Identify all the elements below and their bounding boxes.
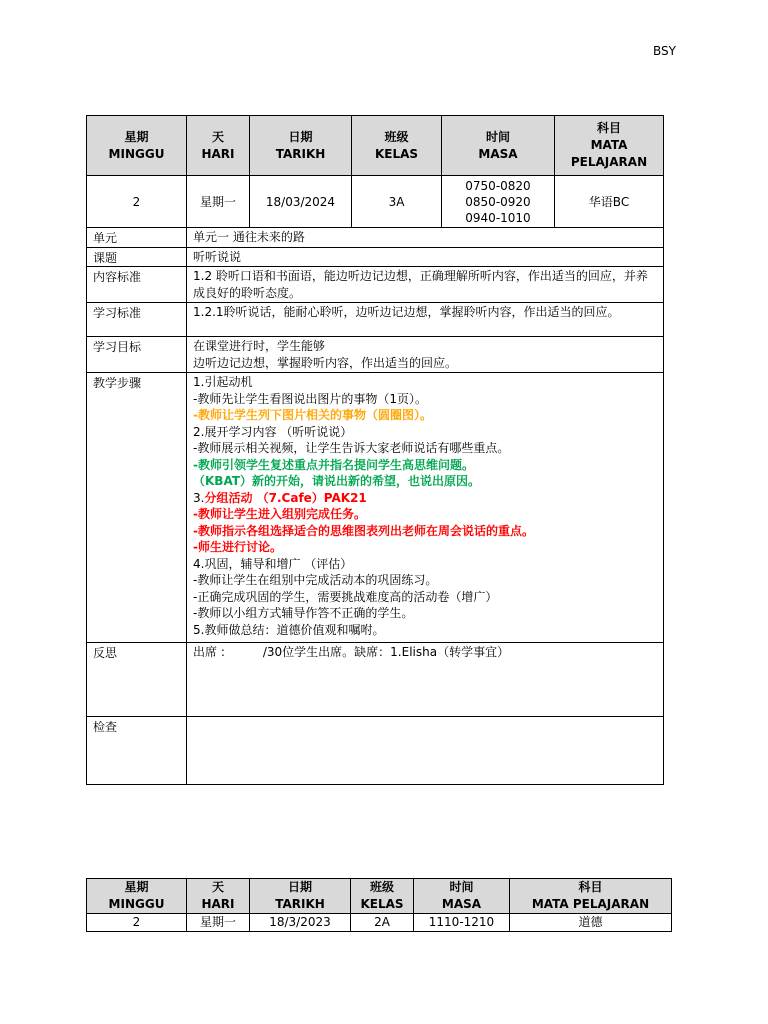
steps-label: 教学步骤 <box>87 373 187 643</box>
header-mata-pelajaran-2: 科目 MATA PELAJARAN <box>510 879 672 914</box>
check-value <box>187 717 664 785</box>
step-line: -教师指示各组选择适合的思维图表列出老师在周会说话的重点。 <box>193 523 534 538</box>
lesson-plan-table <box>86 115 664 785</box>
step-line: -教师以小组方式辅导作答不正确的学生。 <box>193 606 414 620</box>
header-masa: 时间 MASA <box>442 116 555 176</box>
cell-tarikh: 18/03/2024 <box>250 176 352 228</box>
cell-hari-2: 星期一 <box>187 914 250 932</box>
header-kelas-2: 班级 KELAS <box>351 879 414 914</box>
cell-mata-pelajaran: 华语BC <box>555 176 664 228</box>
unit-label: 单元 <box>87 228 187 248</box>
header-hari-2: 天 HARI <box>187 879 250 914</box>
step-line: 3.分组活动 （7.Cafe）PAK21 <box>193 490 367 505</box>
step-line: （KBAT）新的开始，请说出新的希望，也说出原因。 <box>193 474 480 488</box>
cell-mata-pelajaran-2: 道德 <box>510 914 672 932</box>
cell-masa-2: 1110-1210 <box>414 914 510 932</box>
header-row <box>87 116 664 176</box>
header-masa-2: 时间 MASA <box>414 879 510 914</box>
step-line: -正确完成巩固的学生，需要挑战难度高的活动卷（增广） <box>193 589 498 604</box>
content-standard-row <box>87 267 664 303</box>
content-standard-value: 1.2 聆听口语和书面语，能边听边记边想，正确理解所听内容，作出适当的回应，并养成良好的聆听态度。 <box>187 267 664 303</box>
objective-row <box>87 337 664 373</box>
learning-standard-label: 学习标准 <box>87 303 187 337</box>
step-line: 4.巩固，辅导和增广 （评估） <box>193 556 353 571</box>
step-line: -教师让学生进入组别完成任务。 <box>193 507 366 521</box>
header-mata-pelajaran: 科目 MATA PELAJARAN <box>555 116 664 176</box>
step-line: -教师让学生在组别中完成活动本的巩固练习。 <box>193 573 438 587</box>
check-label: 检查 <box>87 717 187 785</box>
check-row <box>87 717 664 785</box>
step-line: -师生进行讨论。 <box>193 540 282 554</box>
unit-row <box>87 228 664 248</box>
schedule-table-2 <box>86 878 672 932</box>
learning-standard-value: 1.2.1聆听说话，能耐心聆听，边听边记边想，掌握聆听内容，作出适当的回应。 <box>187 303 664 337</box>
header-row-2 <box>87 879 672 914</box>
cell-kelas-2: 2A <box>351 914 414 932</box>
topic-label: 课题 <box>87 247 187 267</box>
step-line: 1.引起动机 <box>193 375 253 389</box>
cell-minggu-2: 2 <box>87 914 187 932</box>
step-line: -教师展示相关视频，让学生告诉大家老师说话有哪些重点。 <box>193 441 510 455</box>
header-minggu: 星期 MINGGU <box>87 116 187 176</box>
step-line: -教师让学生列下图片相关的事物（圆圈图）。 <box>193 408 432 422</box>
schedule-row <box>87 176 664 228</box>
header-kelas: 班级 KELAS <box>352 116 442 176</box>
header-hari: 天 HARI <box>187 116 250 176</box>
header-tarikh: 日期 TARIKH <box>250 116 352 176</box>
step-line: -教师先让学生看图说出图片的事物（1页）。 <box>193 391 427 406</box>
cell-masa: 0750-0820 0850-0920 0940-1010 <box>442 176 555 228</box>
topic-row <box>87 247 664 267</box>
steps-row <box>87 373 664 643</box>
topic-value: 听听说说 <box>187 247 664 267</box>
cell-minggu: 2 <box>87 176 187 228</box>
objective-value: 在课堂进行时，学生能够 边听边记边想，掌握聆听内容，作出适当的回应。 <box>187 337 664 373</box>
cell-hari: 星期一 <box>187 176 250 228</box>
cell-kelas: 3A <box>352 176 442 228</box>
page-id: BSY <box>653 44 676 58</box>
schedule-row-2 <box>87 914 672 932</box>
reflection-value: 出席 : /30位学生出席。缺席：1.Elisha（转学事宜） <box>187 643 664 717</box>
reflection-row <box>87 643 664 717</box>
steps-value <box>187 373 664 643</box>
reflection-label: 反思 <box>87 643 187 717</box>
step-line: 5.教师做总结：道德价值观和嘱咐。 <box>193 622 385 637</box>
cell-tarikh-2: 18/3/2023 <box>250 914 351 932</box>
unit-value: 单元一 通往未来的路 <box>187 228 664 248</box>
header-tarikh-2: 日期 TARIKH <box>250 879 351 914</box>
header-minggu-2: 星期 MINGGU <box>87 879 187 914</box>
objective-label: 学习目标 <box>87 337 187 373</box>
step-line: -教师引领学生复述重点并指名提问学生高思维问题。 <box>193 457 474 472</box>
step-line: 2.展开学习内容 （听听说说） <box>193 424 353 439</box>
learning-standard-row <box>87 303 664 337</box>
content-standard-label: 内容标准 <box>87 267 187 303</box>
